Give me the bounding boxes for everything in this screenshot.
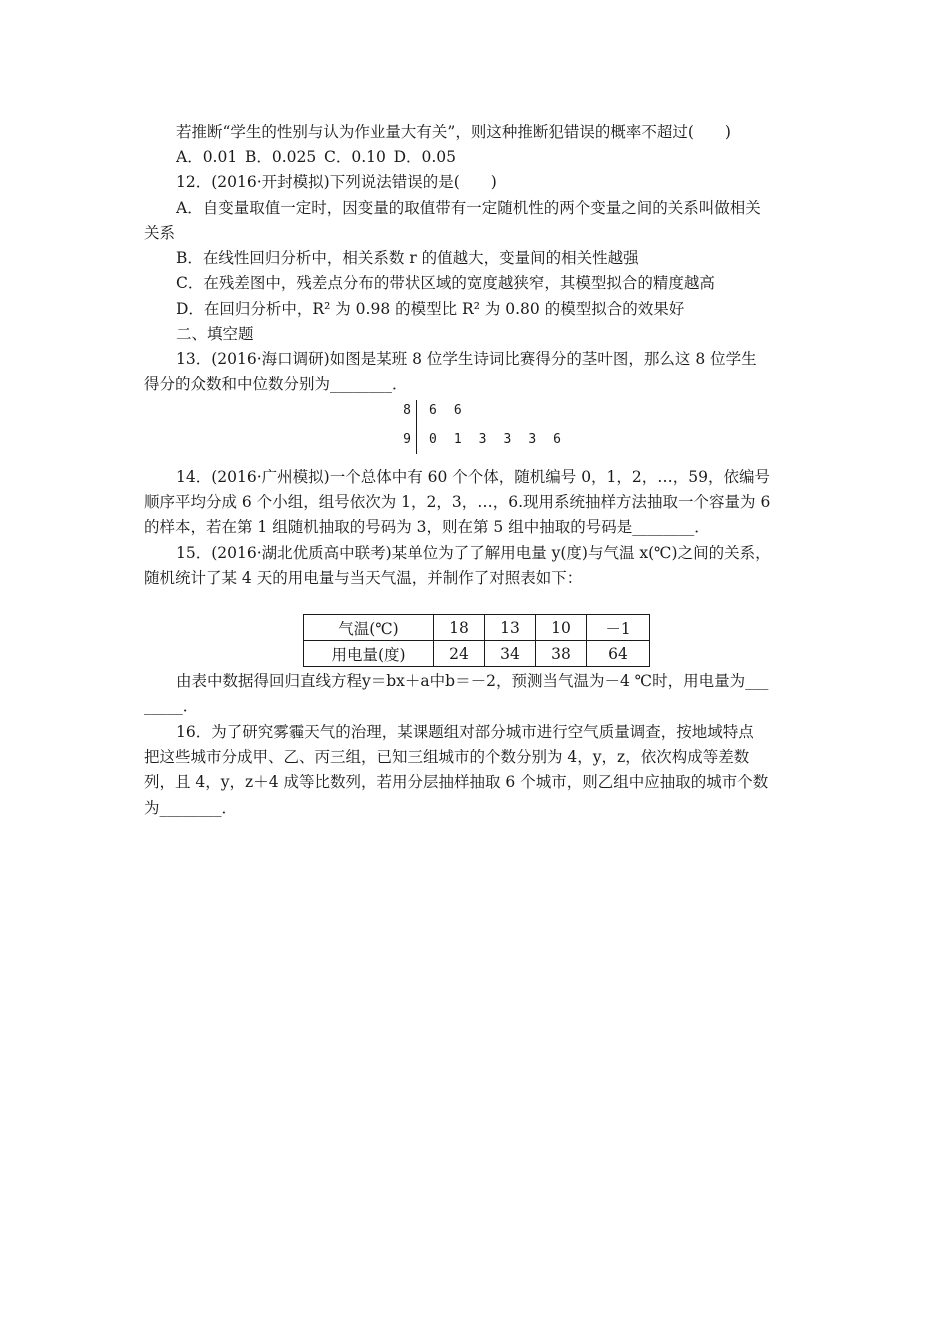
temperature-usage-table — [303, 614, 650, 667]
text-line: 顺序平均分成 6 个小组，组号依次为 1，2，3，…，6.现用系统抽样方法抽取一个容量为 6 — [144, 493, 771, 511]
table-cell: 34 — [485, 641, 536, 667]
leaf: 6 — [553, 432, 561, 447]
table-cell: 18 — [434, 615, 485, 641]
table-cell: 24 — [434, 641, 485, 667]
leaf: 0 — [429, 432, 437, 447]
text-line: B．在线性回归分析中，相关系数 r 的值越大，变量间的相关性越强 — [176, 249, 639, 267]
text-line: 关系 — [144, 224, 176, 242]
table-cell: 38 — [536, 641, 587, 667]
text-line: 随机统计了某 4 天的用电量与当天气温，并制作了对照表如下： — [144, 569, 583, 587]
table-cell: 13 — [485, 615, 536, 641]
section-heading: 二、填空题 — [176, 325, 254, 343]
answer-choices-q11: A．0.01 B．0.025 C．0.10 D．0.05 — [176, 148, 457, 166]
leaf: 6 — [453, 403, 462, 418]
leaf: 6 — [429, 403, 437, 418]
text-line: 由表中数据得回归直线方程y＝bx＋a中b＝－2，预测当气温为－4 ℃时，用电量为___ — [176, 672, 769, 690]
text-line: A．自变量取值一定时，因变量的取值带有一定随机性的两个变量之间的关系叫做相关 — [176, 199, 761, 217]
text-line: 列，且 4，y，z＋4 成等比数列，若用分层抽样抽取 6 个城市，则乙组中应抽取的城市个数 — [144, 773, 769, 791]
question-16: 16．为了研究雾霾天气的治理，某课题组对部分城市进行空气质量调查，按地域特点 — [176, 723, 754, 741]
question-13: 13．(2016·海口调研)如图是某班 8 位学生诗词比赛得分的茎叶图，那么这 8 位学生 — [176, 350, 757, 368]
leaf: 3 — [478, 432, 487, 447]
stem-leaf-plot — [395, 400, 615, 458]
text-line: D．在回归分析中，R² 为 0.98 的模型比 R² 为 0.80 的模型拟合的效果好 — [176, 300, 685, 318]
table-row — [304, 615, 650, 641]
question-12: 12．(2016·开封模拟)下列说法错误的是( ) — [176, 173, 497, 191]
leaf: 3 — [503, 432, 512, 447]
leaf: 3 — [528, 432, 537, 447]
row-header: 气温(℃) — [304, 615, 434, 641]
stem-leaf-divider — [416, 400, 417, 454]
leaf: 1 — [453, 432, 462, 447]
table-cell: 64 — [587, 641, 650, 667]
table-row — [304, 641, 650, 667]
text-line: 得分的众数和中位数分别为________． — [144, 375, 408, 393]
text-line: 若推断“学生的性别与认为作业量大有关”，则这种推断犯错误的概率不超过( ) — [176, 123, 731, 141]
table-cell: －1 — [587, 615, 650, 641]
text-line: 的样本，若在第 1 组随机抽取的号码为 3，则在第 5 组中抽取的号码是________． — [144, 518, 710, 536]
stem: 9 — [403, 432, 411, 447]
table-cell: 10 — [536, 615, 587, 641]
text-line: 为________． — [144, 799, 238, 817]
text-line: 把这些城市分成甲、乙、丙三组，已知三组城市的个数分别为 4，y，z，依次构成等差数 — [144, 748, 750, 766]
text-line: _____． — [144, 697, 199, 715]
question-15: 15．(2016·湖北优质高中联考)某单位为了了解用电量 y(度)与气温 x(℃)之间的关系， — [176, 544, 771, 562]
row-header: 用电量(度) — [304, 641, 434, 667]
question-14: 14．(2016·广州模拟)一个总体中有 60 个个体，随机编号 0，1，2，…，59，依编号 — [176, 468, 771, 486]
stem: 8 — [403, 403, 411, 418]
text-line: C．在残差图中，残差点分布的带状区域的宽度越狭窄，其模型拟合的精度越高 — [176, 274, 715, 292]
